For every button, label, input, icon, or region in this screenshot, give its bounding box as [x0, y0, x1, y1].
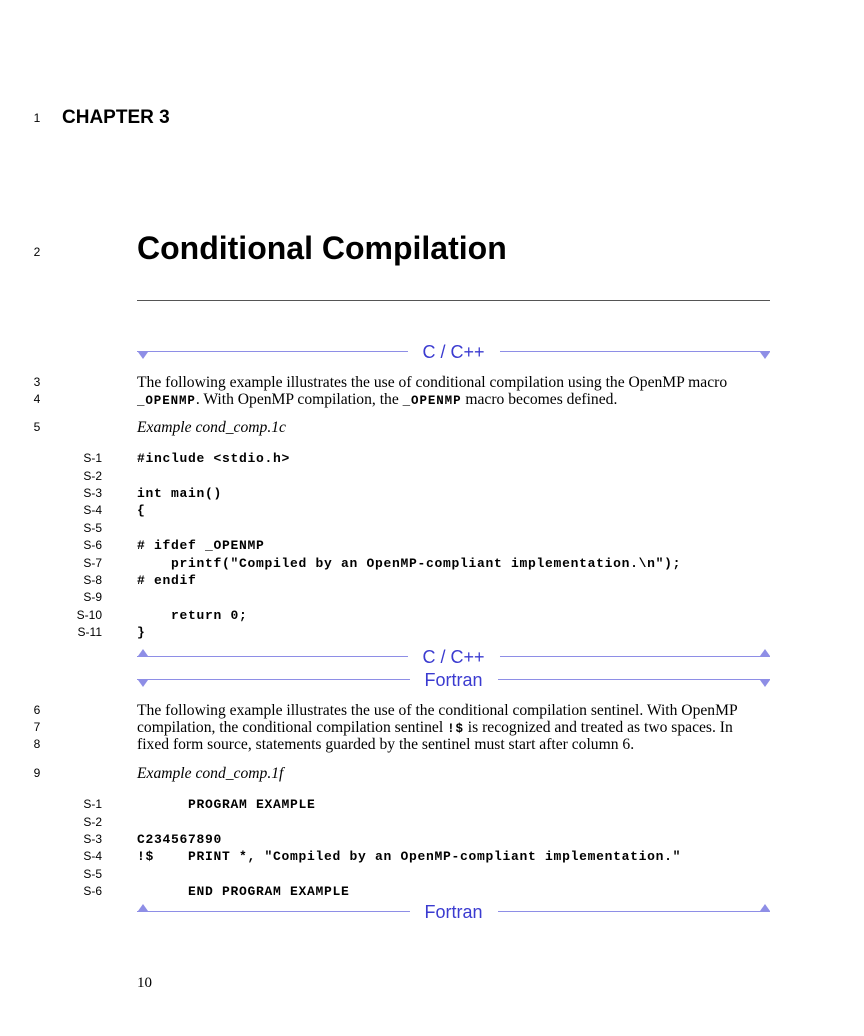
- text-run: The following example illustrates the use of the conditional compilation sentinel. With OpenMP: [137, 701, 738, 719]
- body-paragraph: [0, 374, 864, 408]
- banner-label: C / C++: [407, 342, 499, 362]
- paragraph-line: [0, 765, 864, 782]
- text-run: compilation, the conditional compilation sentinel: [137, 718, 448, 736]
- banner-label: Fortran: [409, 670, 497, 690]
- code-row: [0, 520, 864, 537]
- code-text: END PROGRAM EXAMPLE: [137, 884, 350, 900]
- fortran-end-banner: [137, 902, 770, 922]
- code-line-label: S-4: [83, 503, 102, 518]
- page-title: Conditional Compilation: [137, 230, 507, 266]
- inline-code: !$: [447, 721, 464, 736]
- text-run: is recognized and treated as two spaces. In: [463, 718, 733, 736]
- code-line-label: S-10: [76, 607, 102, 622]
- paragraph-line: [0, 391, 864, 408]
- line-number: 4: [33, 391, 41, 406]
- code-row: [0, 624, 864, 641]
- banner-label: C / C++: [407, 647, 499, 667]
- code-line-label: S-5: [83, 866, 102, 881]
- code-line-label: S-1: [83, 797, 102, 812]
- triangle-down-icon: [760, 680, 770, 687]
- triangle-up-icon: [138, 904, 148, 911]
- paragraph-line: [0, 374, 864, 391]
- title-rule: [137, 300, 770, 301]
- code-text: printf("Compiled by an OpenMP-compliant implementation.\n");: [137, 555, 682, 571]
- line-number: 1: [33, 110, 41, 125]
- code-text: int main(): [137, 486, 223, 502]
- code-row: [0, 848, 864, 865]
- code-row: [0, 502, 864, 519]
- triangle-down-icon: [138, 352, 148, 359]
- code-row: [0, 485, 864, 502]
- line-number: 8: [33, 736, 41, 751]
- code-text: !$ PRINT *, "Compiled by an OpenMP-compliant implementation.": [137, 849, 682, 865]
- code-row: [0, 814, 864, 831]
- body-paragraph: [0, 702, 864, 753]
- code-row: [0, 589, 864, 606]
- c-cpp-start-banner: [137, 342, 770, 362]
- text-run: The following example illustrates the use of conditional compilation using the OpenMP macro: [137, 373, 728, 391]
- example-caption: Example cond_comp.1f: [137, 764, 284, 782]
- triangle-down-icon: [760, 352, 770, 359]
- code-line-label: S-1: [83, 451, 102, 466]
- triangle-down-icon: [138, 680, 148, 687]
- code-line-label: S-6: [83, 884, 102, 899]
- code-line-label: S-3: [83, 486, 102, 501]
- example-caption: Example cond_comp.1c: [137, 418, 286, 436]
- text-run: . With OpenMP compilation, the: [195, 390, 403, 408]
- c-cpp-section: [0, 342, 864, 667]
- code-text: PROGRAM EXAMPLE: [137, 797, 316, 813]
- banner-label: Fortran: [409, 902, 497, 922]
- c-cpp-end-banner: [137, 647, 770, 667]
- triangle-up-icon: [760, 649, 770, 656]
- chapter-heading: CHAPTER 3: [62, 107, 170, 128]
- code-row: [0, 883, 864, 900]
- paragraph-text: [137, 374, 727, 391]
- code-line-label: S-6: [83, 538, 102, 553]
- code-text: }: [137, 625, 146, 641]
- line-number: 6: [33, 702, 41, 717]
- line-number: 2: [33, 244, 41, 259]
- example-caption-row: [0, 765, 864, 782]
- fortran-start-banner: [137, 670, 770, 690]
- triangle-up-icon: [760, 904, 770, 911]
- paragraph-text: [137, 391, 617, 410]
- code-line-label: S-5: [83, 520, 102, 535]
- code-text: C234567890: [137, 832, 223, 848]
- code-line-label: S-7: [83, 555, 102, 570]
- code-line-label: S-9: [83, 590, 102, 605]
- code-line-label: S-8: [83, 573, 102, 588]
- code-row: [0, 537, 864, 554]
- page-number: 10: [137, 975, 152, 991]
- code-row: [0, 468, 864, 485]
- paragraph-line: [0, 719, 864, 736]
- code-line-label: S-3: [83, 832, 102, 847]
- code-line-label: S-2: [83, 814, 102, 829]
- code-row: [0, 450, 864, 467]
- code-row: [0, 796, 864, 813]
- fortran-section: [0, 670, 864, 922]
- code-listing: [0, 796, 864, 900]
- paragraph-line: [0, 419, 864, 436]
- line-number: 5: [33, 419, 41, 434]
- inline-code: _OPENMP: [402, 393, 462, 408]
- code-row: [0, 555, 864, 572]
- code-text: {: [137, 503, 146, 519]
- code-listing: [0, 450, 864, 641]
- code-row: [0, 866, 864, 883]
- text-run: macro becomes defined.: [461, 390, 618, 408]
- code-text: # ifdef _OPENMP: [137, 538, 265, 554]
- paragraph-line: [0, 702, 864, 719]
- line-number: 3: [33, 374, 41, 389]
- code-line-label: S-11: [77, 625, 102, 640]
- line-number: 9: [33, 765, 41, 780]
- code-line-label: S-4: [83, 849, 102, 864]
- code-text: return 0;: [137, 607, 248, 623]
- line-number: 7: [33, 719, 41, 734]
- code-text: # endif: [137, 573, 197, 589]
- inline-code: _OPENMP: [137, 393, 196, 408]
- paragraph-text: [137, 736, 634, 753]
- paragraph-text: [137, 702, 738, 719]
- paragraph-line: [0, 736, 864, 753]
- code-row: [0, 607, 864, 624]
- text-run: fixed form source, statements guarded by the sentinel must start after column 6.: [137, 735, 635, 753]
- code-text: #include <stdio.h>: [137, 451, 291, 467]
- code-row: [0, 572, 864, 589]
- code-row: [0, 831, 864, 848]
- triangle-up-icon: [138, 649, 148, 656]
- example-caption-row: [0, 419, 864, 436]
- code-line-label: S-2: [83, 468, 102, 483]
